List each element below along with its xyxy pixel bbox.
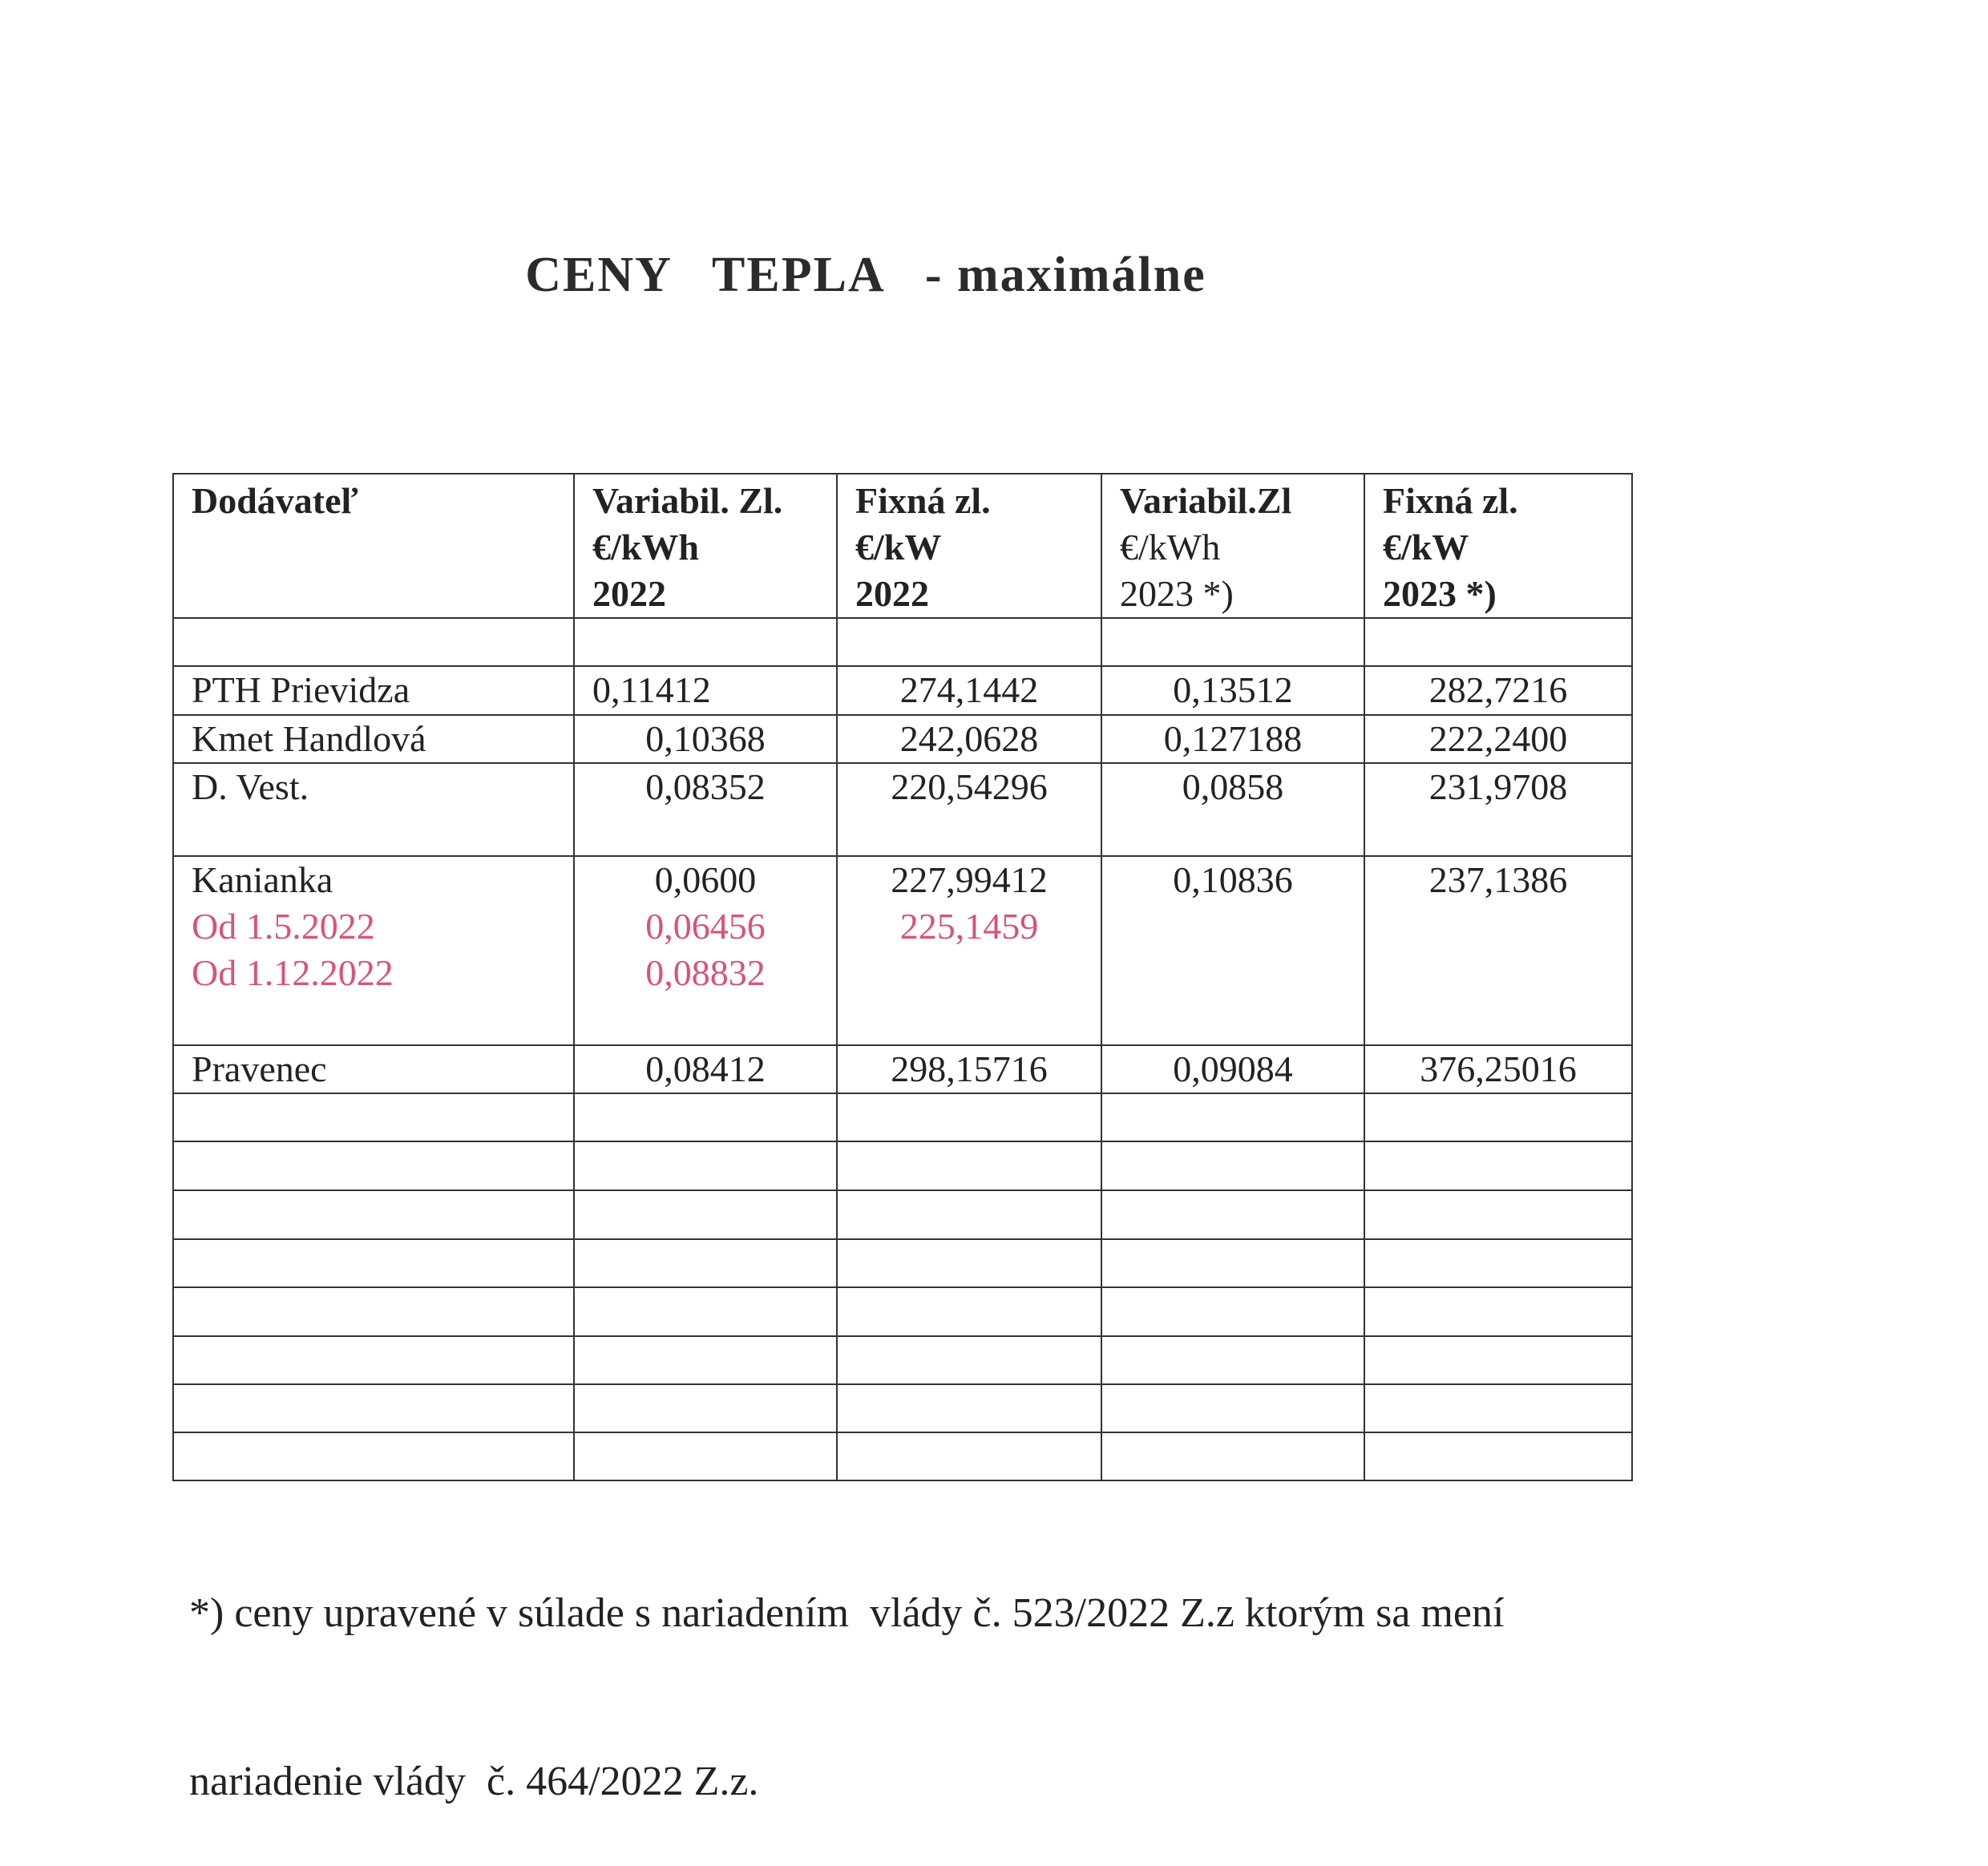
table-row xyxy=(173,1045,1632,1093)
supplier-cell: Kmet Handlová xyxy=(173,715,574,763)
footnote-line: *) ceny upravené v súlade s nariadením vlády č. 523/2022 Z.z ktorým sa mení xyxy=(189,1590,1505,1636)
revision-value: 225,1459 xyxy=(899,906,1039,947)
value-cell: 0,11412 xyxy=(574,666,837,715)
value-cell: 282,7216 xyxy=(1364,666,1632,715)
value-cell: 0,0858 xyxy=(1101,763,1364,856)
value-cell: 227,99412 225,1459 xyxy=(837,856,1101,1045)
header-fix-2023: Fixná zl. €/kW 2023 *) xyxy=(1364,474,1632,618)
empty-row xyxy=(173,1141,1632,1190)
revision-value: 0,06456 xyxy=(645,906,766,947)
header-var-2023: Variabil.Zl €/kWh 2023 *) xyxy=(1101,474,1364,618)
page-title: CENY TEPLA - maximálne xyxy=(525,248,1206,302)
supplier-cell: Pravenec xyxy=(173,1045,574,1093)
value-cell: 0,08352 xyxy=(574,763,837,856)
footnote-line: nariadenie vlády č. 464/2022 Z.z. xyxy=(189,1759,759,1804)
value-cell: 0,127188 xyxy=(1101,715,1364,763)
value-cell: 298,15716 xyxy=(837,1045,1101,1093)
value-cell: 231,9708 xyxy=(1364,763,1632,856)
value-cell: 274,1442 xyxy=(837,666,1101,715)
empty-row xyxy=(173,1384,1632,1432)
price-table xyxy=(172,473,1633,1481)
value-cell: 220,54296 xyxy=(837,763,1101,856)
value-cell: 0,0600 0,06456 0,08832 xyxy=(574,856,837,1045)
table-row xyxy=(173,715,1632,763)
value-cell: 0,09084 xyxy=(1101,1045,1364,1093)
header-row xyxy=(173,474,1632,618)
header-fix-2022: Fixná zl. €/kW 2022 xyxy=(837,474,1101,618)
supplier-cell: D. Vest. xyxy=(173,763,574,856)
value-cell: 222,2400 xyxy=(1364,715,1632,763)
value-cell: 376,25016 xyxy=(1364,1045,1632,1093)
empty-row xyxy=(173,1239,1632,1287)
value-cell: 237,1386 xyxy=(1364,856,1632,1045)
spacer-row xyxy=(173,618,1632,666)
revision-value: 0,08832 xyxy=(645,952,766,993)
empty-row xyxy=(173,1287,1632,1336)
value-cell: 242,0628 xyxy=(837,715,1101,763)
header-var-2022: Variabil. Zl. €/kWh 2022 xyxy=(574,474,837,618)
value-cell: 0,08412 xyxy=(574,1045,837,1093)
value-cell: 0,10368 xyxy=(574,715,837,763)
empty-row xyxy=(173,1190,1632,1239)
table-row xyxy=(173,856,1632,1045)
empty-row xyxy=(173,1336,1632,1384)
footnote xyxy=(189,1473,1953,1866)
revision-date: Od 1.5.2022 xyxy=(192,906,375,947)
revision-date: Od 1.12.2022 xyxy=(192,952,394,993)
supplier-cell: PTH Prievidza xyxy=(173,666,574,715)
value-cell: 0,10836 xyxy=(1101,856,1364,1045)
empty-row xyxy=(173,1093,1632,1141)
value-cell: 0,13512 xyxy=(1101,666,1364,715)
supplier-cell: Kanianka Od 1.5.2022 Od 1.12.2022 xyxy=(173,856,574,1045)
table-row xyxy=(173,666,1632,715)
table-row xyxy=(173,763,1632,856)
header-supplier: Dodávateľ xyxy=(173,474,574,618)
